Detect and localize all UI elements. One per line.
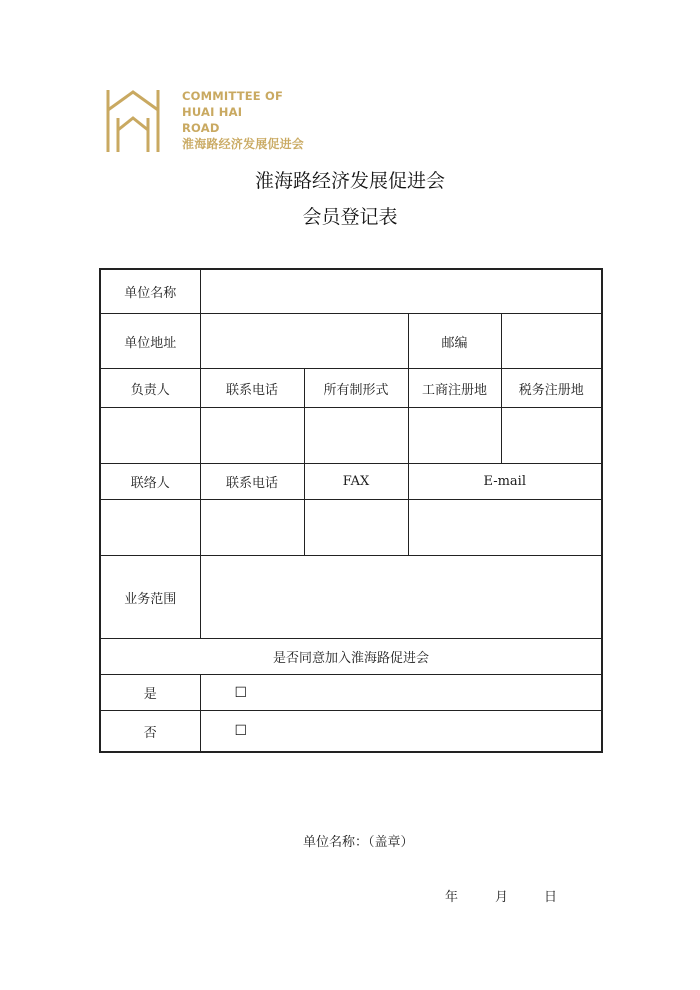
agree-question-row: [100, 639, 602, 675]
agree-question: 是否同意加入淮海路促进会: [100, 639, 602, 675]
contact-person-field[interactable]: [100, 500, 200, 556]
responsible-person-label: 负责人: [100, 369, 200, 408]
contact-values-row: [100, 500, 602, 556]
unit-name-label: 单位名称: [100, 269, 200, 314]
contact-header-row: [100, 464, 602, 500]
business-scope-field[interactable]: [200, 556, 602, 639]
document-subtitle: 会员登记表: [302, 206, 398, 228]
postcode-label: 邮编: [408, 314, 501, 369]
responsible-header-row: [100, 369, 602, 408]
huaihai-logo-icon: [104, 88, 162, 154]
ownership-type-field[interactable]: [304, 408, 408, 464]
logo-chinese-name: 淮海路经济发展促进会: [182, 137, 305, 151]
seal-signature-line: 单位名称：（盖章）: [303, 835, 414, 850]
ownership-type-label: 所有制形式: [304, 369, 408, 408]
committee-logo: [104, 88, 334, 156]
no-row: [100, 711, 602, 753]
unit-name-field[interactable]: [200, 269, 602, 314]
unit-name-row: [100, 269, 602, 314]
no-checkbox[interactable]: ☐: [200, 711, 602, 753]
responsible-values-row: [100, 408, 602, 464]
yes-label: 是: [100, 675, 200, 711]
contact-phone-label: 联系电话: [200, 464, 304, 500]
phone-label: 联系电话: [200, 369, 304, 408]
document-title: 淮海路经济发展促进会: [254, 170, 445, 192]
fax-label: FAX: [304, 464, 408, 500]
business-scope-row: [100, 556, 602, 639]
no-label: 否: [100, 711, 200, 753]
contact-phone-field[interactable]: [200, 500, 304, 556]
unit-address-row: [100, 314, 602, 369]
unit-address-label: 单位地址: [100, 314, 200, 369]
logo-line-2: HUAI HAI: [182, 105, 243, 119]
email-label: E-mail: [408, 464, 602, 500]
yes-row: [100, 675, 602, 711]
email-field[interactable]: [408, 500, 602, 556]
business-registration-label: 工商注册地: [408, 369, 501, 408]
phone-field[interactable]: [200, 408, 304, 464]
yes-checkbox[interactable]: ☐: [200, 675, 602, 711]
logo-line-1: COMMITTEE OF: [182, 89, 284, 103]
date-month: 月: [495, 890, 509, 905]
date-day: 日: [544, 890, 558, 905]
unit-address-field[interactable]: [200, 314, 408, 369]
logo-line-3: ROAD: [182, 121, 220, 135]
tax-registration-field[interactable]: [501, 408, 602, 464]
tax-registration-label: 税务注册地: [501, 369, 602, 408]
logo-text: [182, 88, 304, 152]
business-registration-field[interactable]: [408, 408, 501, 464]
postcode-field[interactable]: [501, 314, 602, 369]
membership-form: [99, 268, 603, 753]
date-year: 年: [445, 890, 459, 905]
responsible-person-field[interactable]: [100, 408, 200, 464]
business-scope-label: 业务范围: [100, 556, 200, 639]
contact-person-label: 联络人: [100, 464, 200, 500]
fax-field[interactable]: [304, 500, 408, 556]
